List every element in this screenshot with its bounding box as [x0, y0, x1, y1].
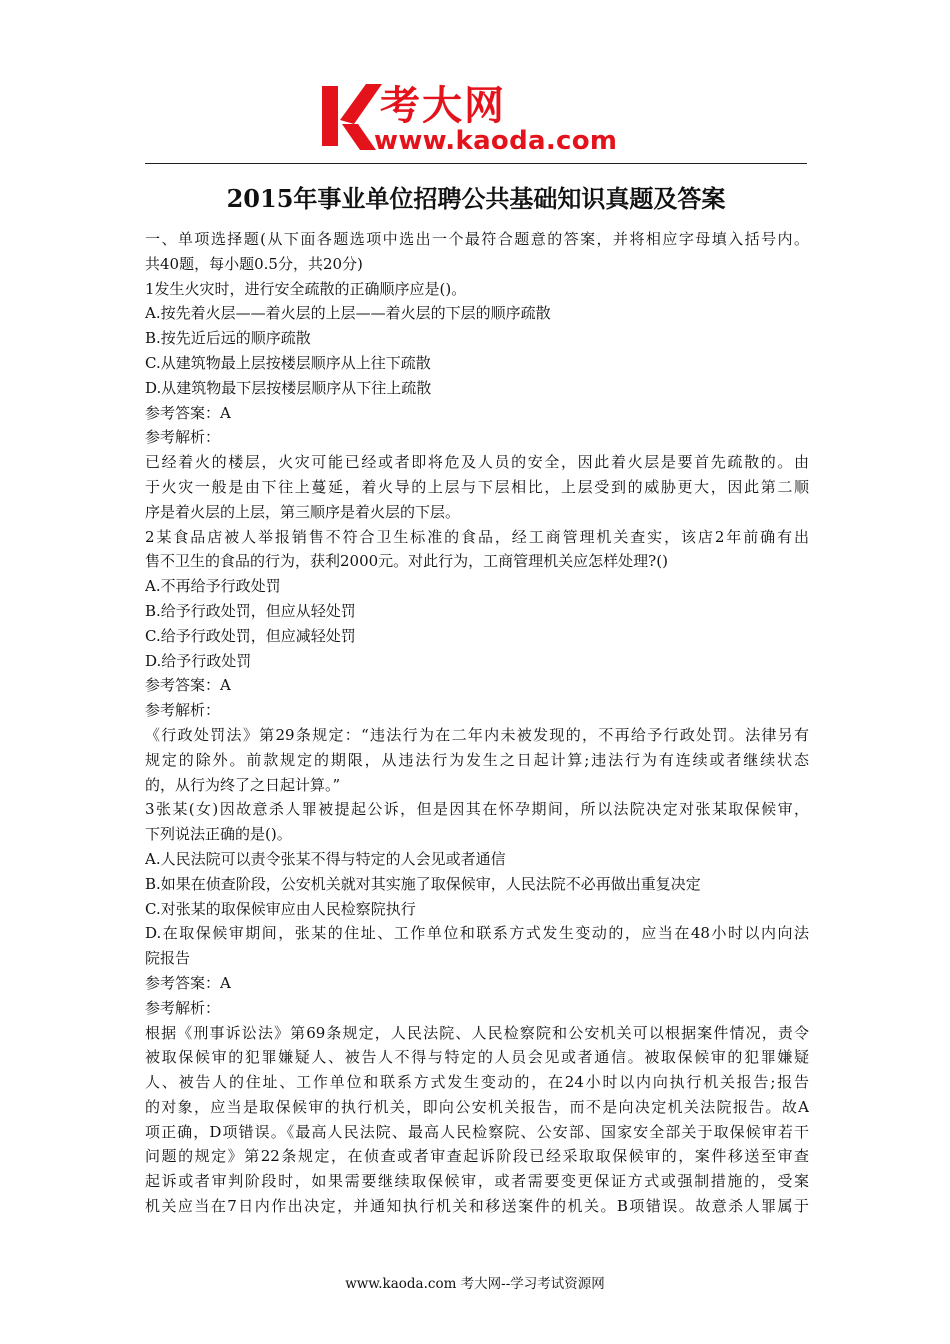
text-line: A.不再给予行政处罚 — [145, 577, 281, 596]
site-logo — [318, 76, 638, 160]
text-line: 已经着火的楼层，火灾可能已经或者即将危及人员的安全，因此着火层是要首先疏散的。由 — [145, 453, 809, 472]
text-line: 参考答案：A — [145, 676, 231, 695]
text-line: 序是着火层的上层，第三顺序是着火层的下层。 — [145, 502, 461, 521]
text-line: 根据《刑事诉讼法》第69条规定，人民法院、人民检察院和公安机关可以根据案件情况，责令 — [145, 1023, 809, 1042]
text-line: 一、单项选择题(从下面各题选项中选出一个最符合题意的答案，并将相应字母填入括号内。 — [145, 230, 809, 248]
text-line: 项正确，D项错误。《最高人民法院、最高人民检察院、公安部、国家安全部关于取保候审若干 — [145, 1122, 809, 1141]
text-line: 问题的规定》第22条规定，在侦查或者审查起诉阶段已经采取取保候审的，案件移送至审查 — [145, 1147, 809, 1166]
text-line: 1发生火灾时，进行安全疏散的正确顺序应是()。 — [145, 279, 467, 298]
k-logo-icon — [318, 80, 382, 152]
text-line: 3张某(女)因故意杀人罪被提起公诉，但是因其在怀孕期间，所以法院决定对张某取保候审， — [145, 800, 809, 819]
header-divider — [145, 163, 807, 164]
text-line: A.按先着火层——着火层的上层——着火层的下层的顺序疏散 — [145, 304, 551, 323]
text-line: D.从建筑物最下层按楼层顺序从下往上疏散 — [145, 378, 432, 397]
text-line: D.给予行政处罚 — [145, 651, 252, 670]
text-line: 院报告 — [145, 949, 191, 968]
text-line: 《行政处罚法》第29条规定：“违法行为在二年内未被发现的，不再给予行政处罚。法律另有 — [145, 725, 809, 744]
text-line: 2某食品店被人举报销售不符合卫生标准的食品，经工商管理机关查实，该店2年前确有出 — [145, 527, 809, 546]
text-line: B.给予行政处罚，但应从轻处罚 — [145, 601, 356, 620]
text-line: 下列说法正确的是()。 — [145, 825, 292, 844]
text-line: D.在取保候审期间，张某的住址、工作单位和联系方式发生变动的，应当在48小时以内向法 — [145, 924, 809, 943]
text-line: 规定的除外。前款规定的期限，从违法行为发生之日起计算;违法行为有连续或者继续状态 — [145, 750, 809, 769]
text-line: C.给予行政处罚，但应减轻处罚 — [145, 626, 356, 645]
document-body — [145, 227, 809, 1219]
page-footer: www.kaoda.com 考大网--学习考试资源网 — [345, 1276, 605, 1292]
text-line: 起诉或者审判阶段时，如果需要继续取保候审，或者需要变更保证方式或强制措施的，受案 — [145, 1172, 809, 1191]
text-line: 的对象，应当是取保候审的执行机关，即向公安机关报告，而不是向决定机关法院报告。故A — [145, 1097, 809, 1116]
logo-url-text: www.kaoda.com — [374, 126, 618, 156]
text-line: 参考答案：A — [145, 973, 231, 992]
text-line: 的，从行为终了之日起计算。” — [145, 775, 341, 794]
text-line: 参考解析： — [145, 701, 221, 720]
text-line: C.从建筑物最上层按楼层顺序从上往下疏散 — [145, 353, 431, 372]
text-line: 机关应当在7日内作出决定，并通知执行机关和移送案件的机关。B项错误。故意杀人罪属于 — [145, 1197, 809, 1216]
text-line: 参考解析： — [145, 428, 221, 447]
text-line: 共40题，每小题0.5分，共20分) — [145, 254, 363, 273]
text-line: B.如果在侦查阶段，公安机关就对其实施了取保候审，人民法院不必再做出重复决定 — [145, 874, 701, 893]
text-line: A.人民法院可以责令张某不得与特定的人会见或者通信 — [145, 849, 506, 868]
document-title: 2015年事业单位招聘公共基础知识真题及答案 — [226, 184, 726, 213]
text-line: 参考解析： — [145, 998, 221, 1017]
text-line: 被取保候审的犯罪嫌疑人、被告人不得与特定的人员会见或者通信。被取保候审的犯罪嫌疑 — [145, 1048, 809, 1067]
text-line: 于火灾一般是由下往上蔓延，着火导的上层与下层相比，上层受到的威胁更大，因此第二顺 — [145, 477, 809, 496]
text-line: 售不卫生的食品的行为，获利2000元。对此行为，工商管理机关应怎样处理?() — [145, 552, 668, 571]
text-line: C.对张某的取保候审应由人民检察院执行 — [145, 899, 416, 918]
text-line: 人、被告人的住址、工作单位和联系方式发生变动的，在24小时以内向执行机关报告;报告 — [145, 1073, 809, 1092]
text-line: 参考答案：A — [145, 403, 231, 422]
logo-chinese-text: 考大网 — [380, 83, 506, 129]
text-line: B.按先近后远的顺序疏散 — [145, 329, 311, 348]
